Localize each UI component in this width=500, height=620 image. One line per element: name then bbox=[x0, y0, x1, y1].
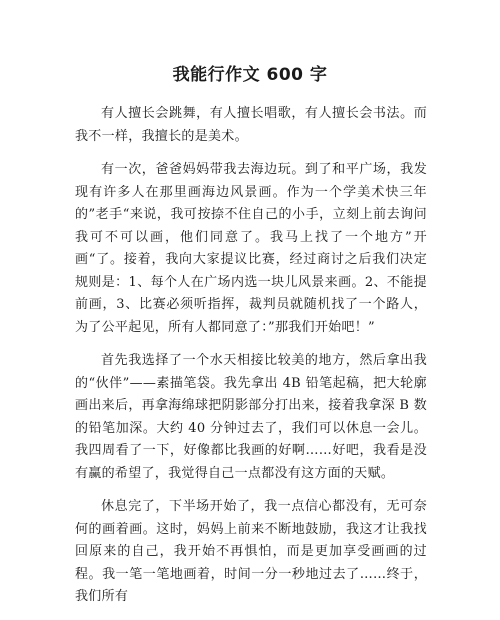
paragraph-1: 有人擅长会跳舞，有人擅长唱歌，有人擅长会书法。而我不一样，我擅长的是美术。 bbox=[75, 106, 427, 144]
document-body bbox=[75, 103, 427, 620]
document-title: 我能行作文 600 字 bbox=[172, 65, 328, 85]
paragraph-4: 休息完了，下半场开始了，我一点信心都没有，无可奈何的画着画。这时，妈妈上前来不断地鼓励，我这才让我找回原来的自己，我开始不再惧怕，而是更加享受画画的过程。我一笔一笔地画着，时间一分一秒地过去了……终于，我们所有 bbox=[75, 499, 427, 604]
paragraph-2: 有一次，爸爸妈妈带我去海边玩。到了和平广场，我发现有许多人在那里画海边风景画。作为一个学美术快三年的”老手“来说，我可按捺不住自己的小手，立刻上前去询问我可不可以画，他们同意了。我马上找了一个地方”开画“了。接着，我向大家提议比赛，经过商讨之后我们决定规则是：1、每个人在广场内选一块儿风景来画。2、不能提前画，3、比赛必须听指挥，裁判员就随机找了一个路人，为了公平起见，所有人都同意了：”那我们开始吧！” bbox=[75, 162, 427, 335]
paragraph-3: 首先我选择了一个水天相接比较美的地方，然后拿出我的“伙伴”——素描笔袋。我先拿出 4B 铅笔起稿，把大轮廓画出来后，再拿海绵球把阴影部分打出来，接着我拿深 B 数的铅笔加深。大约 40 分钟过去了，我们可以休息一会儿。我四周看了一下，好像都比我画的好啊……好吧，我看是没有赢的希望了，我觉得自己一点都没有这方面的天赋。 bbox=[75, 353, 427, 481]
